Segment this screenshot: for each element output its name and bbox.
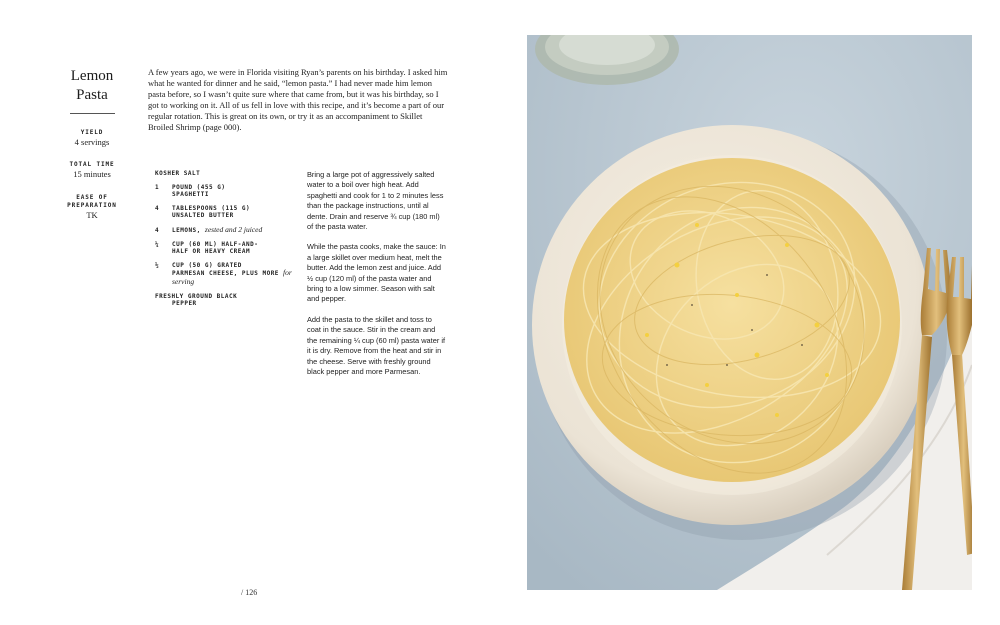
- ingredient-qty: ½: [155, 261, 160, 269]
- ingredient-qty: 4: [155, 226, 160, 234]
- ingredient-text: TABLESPOONS (115 G): [172, 204, 251, 212]
- total-time-block: [58, 161, 126, 180]
- ingredient-text-cont: UNSALTED BUTTER: [172, 212, 234, 220]
- ease-label-line2: PREPARATION: [67, 202, 117, 209]
- ingredient-qty: ¼: [155, 240, 160, 248]
- ease-block: [58, 194, 126, 221]
- intro-paragraph: A few years ago, we were in Florida visiting Ryan’s parents on his birthday. I asked him what he wanted for dinner and he said, “lemon pasta.” I had never made him lemon pasta before, so I wasn’t quite sure where that came from, but it was his birthday, so I got to working on it. All of us fell in love with this recipe, and it’s become a part of our regular rotation. This is great on its own, or try it as an accompaniment to Skillet Broiled Shrimp (page 000).: [148, 67, 448, 133]
- ingredient-text-cont: SPAGHETTI: [172, 191, 210, 199]
- ingredient-qty: 4: [155, 204, 160, 212]
- ingredient-item: [155, 170, 295, 178]
- ease-label-line1: EASE OF: [76, 194, 108, 201]
- ingredient-item: [155, 205, 295, 220]
- ingredient-text: CUP (60 ML) HALF-AND-: [172, 240, 259, 248]
- ingredient-text: LEMONS,: [172, 226, 201, 234]
- ingredient-text-cont-main: PARMESAN CHEESE, PLUS MORE: [172, 270, 279, 278]
- title-divider: [70, 113, 115, 114]
- ingredient-qty: 1: [155, 183, 160, 191]
- direction-step: While the pasta cooks, make the sauce: In a large skillet over medium heat, melt the butter. Add the lemon zest and juice. Add ½ cup (120 ml) of the pasta water and bring to a low simmer. Season with salt and pepper.: [307, 242, 446, 304]
- ingredient-item: [155, 293, 295, 308]
- recipe-title-line1: Lemon: [70, 68, 114, 84]
- recipe-title: [58, 67, 126, 105]
- ingredient-item: [155, 226, 295, 235]
- directions: [307, 170, 447, 387]
- ingredient-text-cont: PEPPER: [172, 300, 197, 308]
- ingredient-text: FRESHLY GROUND BLACK: [155, 292, 238, 300]
- page-number: / 126: [241, 588, 258, 597]
- ingredient-text-cont: [155, 269, 295, 286]
- yield-value: 4 servings: [74, 137, 110, 147]
- ingredients-list: [155, 170, 295, 314]
- direction-step: Bring a large pot of aggressively salted water to a boil over high heat. Add spaghetti and cook for 1 to 2 minutes less than the package instructions, until al dente. Drain and reserve ¾ cup (180 ml) of the pasta water.: [307, 170, 444, 232]
- ingredient-text: KOSHER SALT: [155, 170, 201, 177]
- yield-label: YIELD: [80, 129, 104, 136]
- ingredient-item: [155, 241, 295, 256]
- recipe-title-line2: Pasta: [76, 87, 108, 103]
- total-time-value: 15 minutes: [73, 169, 111, 179]
- ingredient-text: POUND (455 G): [172, 183, 226, 191]
- direction-step: Add the pasta to the skillet and toss to coat in the sauce. Stir in the cream and the remaining ¼ cup (60 ml) pasta water if it is dry. Remove from the heat and stir in the cheese. Serve with freshly ground black pepper and more Parmesan.: [307, 314, 446, 376]
- ingredient-text-cont: HALF OR HEAVY CREAM: [172, 248, 251, 256]
- ingredient-item: [155, 262, 295, 287]
- ingredient-item: [155, 184, 295, 199]
- lemon-pasta-photo: [527, 35, 972, 590]
- yield-block: [58, 129, 126, 148]
- total-time-label: TOTAL TIME: [69, 161, 115, 168]
- ingredient-note: for serving: [172, 268, 292, 286]
- ingredient-note: zested and 2 juiced: [204, 224, 263, 234]
- ease-value: TK: [86, 210, 98, 220]
- ingredient-text: CUP (50 G) GRATED: [172, 261, 242, 269]
